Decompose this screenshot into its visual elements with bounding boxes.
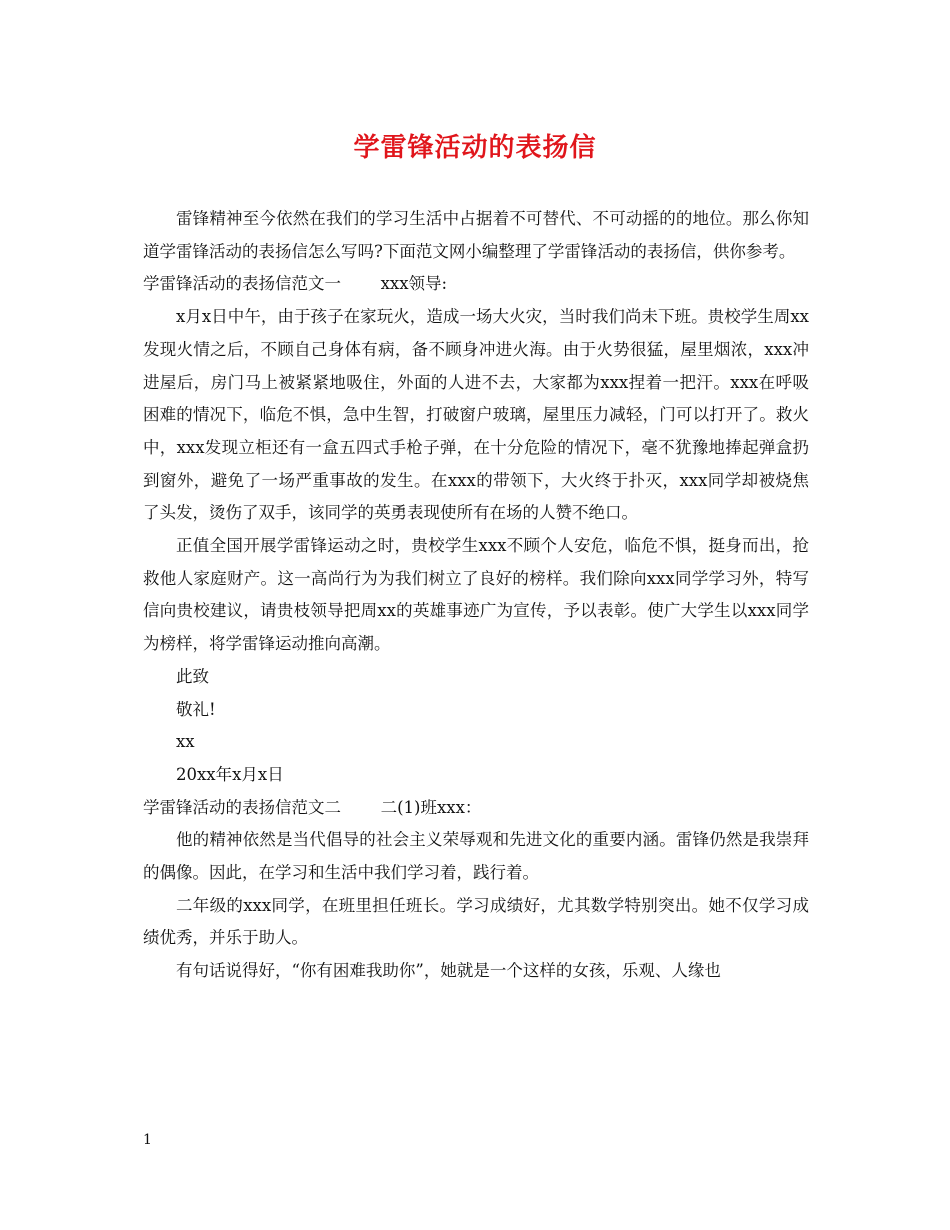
sample1-heading: 学雷锋活动的表扬信范文一 [143, 274, 341, 294]
closing-line-1: 此致 [176, 666, 209, 686]
sample1-paragraph-1: x月x日中午，由于孩子在家玩火，造成一场大火灾，当时我们尚未下班。贵校学生周xx发现火情之后，不顾自己身体有病，备不顾身冲进火海。由于火势很猛，屋里烟浓，xxx冲进屋后，房门马上被紧紧地吸住，外面的人进不去，大家都为xxx捏着一把汗。xxx在呼吸困难的情况下，临危不惧，急中生智，打破窗户玻璃，屋里压力减轻，门可以打开了。救火中，xxx发现立柜还有一盒五四式手枪子弹，在十分危险的情况下，毫不犹豫地捧起弹盒扔到窗外，避免了一场严重事故的发生。在xxx的带领下，大火终于扑灭，xxx同学却被烧焦了头发，烫伤了双手，该同学的英勇表现使所有在场的人赞不绝口。 [143, 307, 809, 523]
sample2-paragraph-2: 二年级的xxx同学，在班里担任班长。学习成绩好，尤其数学特别突出。她不仅学习成绩优秀，并乐于助人。 [143, 895, 809, 948]
intro-paragraph: 雷锋精神至今依然在我们的学习生活中占据着不可替代、不可动摇的的地位。那么你知道学雷锋活动的表扬信怎么写吗?下面范文网小编整理了学雷锋活动的表扬信，供你参考。 [143, 209, 809, 261]
sample2-paragraph-3: 有句话说得好，“你有困难我助你”，她就是一个这样的女孩，乐观、人缘也 [176, 961, 721, 981]
page-number: 1 [143, 1132, 152, 1148]
sample2-salutation: 二(1)班xxx： [380, 797, 482, 817]
sample2-paragraph-1: 他的精神依然是当代倡导的社会主义荣辱观和先进文化的重要内涵。雷锋仍然是我崇拜的偶像。因此，在学习和生活中我们学习着，践行着。 [143, 830, 809, 883]
signature-line: xx [176, 732, 195, 752]
sample1-salutation: xxx领导: [380, 274, 448, 294]
sample2-heading: 学雷锋活动的表扬信范文二 [143, 797, 341, 817]
closing-line-2: 敬礼! [176, 699, 216, 719]
sample2-heading-line [143, 792, 809, 825]
date-line: 20xx年x月x日 [176, 764, 284, 784]
sample1-paragraph-2: 正值全国开展学雷锋运动之时，贵校学生xxx不顾个人安危，临危不惧，挺身而出，抢救他人家庭财产。这一高尚行为为我们树立了良好的榜样。我们除向xxx同学学习外，特写信向贵校建议，请贵枝领导把周xx的英雄事迹广为宣传，予以表彰。使广大学生以xxx同学为榜样，将学雷锋运动推向高潮。 [143, 536, 809, 654]
document-title: 学雷锋活动的表扬信 [353, 133, 597, 163]
document-body [143, 203, 809, 988]
sample1-heading-line [143, 268, 809, 301]
